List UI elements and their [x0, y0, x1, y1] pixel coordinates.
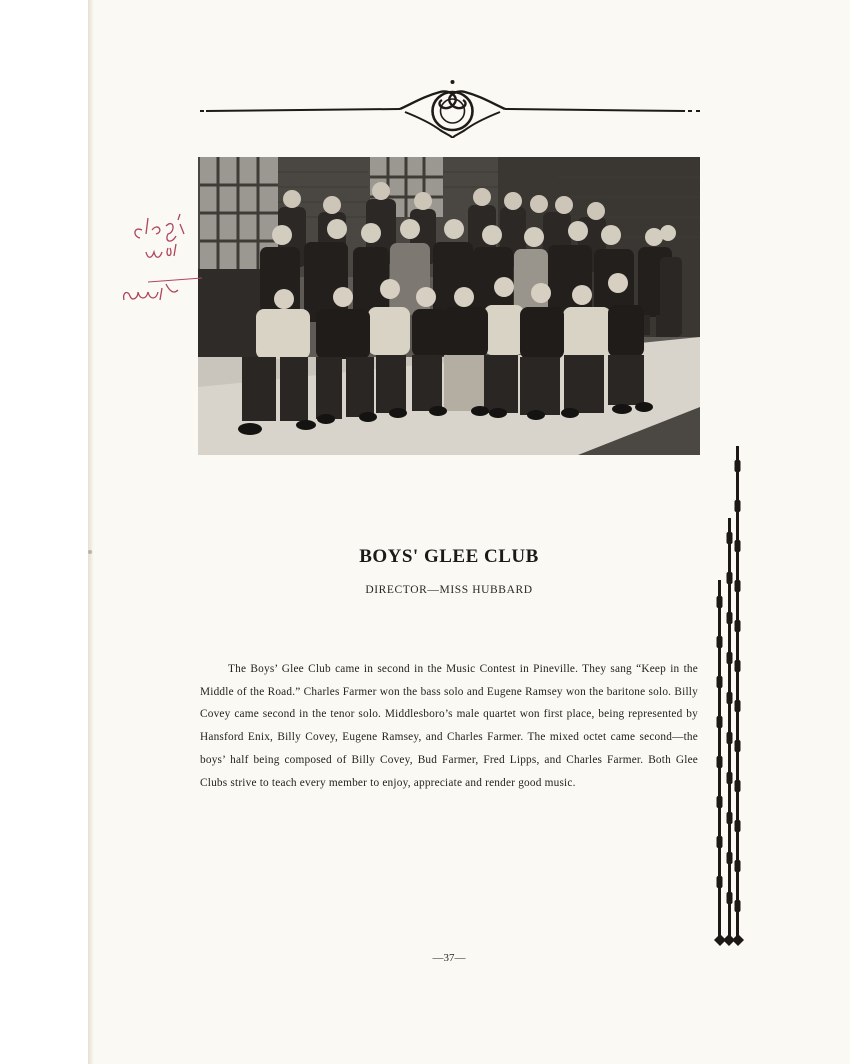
- club-description: The Boys’ Glee Club came in second in the Music Contest in Pineville. They sang “Keep in the Middle of the Road.” Charles Farmer won the bass solo and Eugene Ramsey won the baritone solo. Billy Covey came second in the tenor solo. Middlesboro’s male quartet won first place, being represented by Hansford Enix, Billy Covey, Eugene Ramsey, and Charles Farmer. The mixed octet came second—the boys’ half being composed of Billy Covey, Bud Farmer, Fred Lipps, and Charles Farmer. Both Glee Clubs strive to teach every member to enjoy, appreciate and render good music.: [200, 663, 698, 789]
- handwritten-note-icon: [118, 208, 202, 308]
- vertical-border-ornament-icon: [708, 440, 748, 950]
- header-ornament-icon: [200, 78, 705, 144]
- page-edge-shadow: [88, 0, 94, 1064]
- photo-scene: [198, 157, 700, 455]
- page-number: —37—: [432, 952, 466, 964]
- group-photo: [198, 157, 700, 455]
- paper-speck: [88, 550, 92, 554]
- director-line: DIRECTOR—MISS HUBBARD: [365, 584, 533, 596]
- club-title: BOYS' GLEE CLUB: [359, 546, 539, 567]
